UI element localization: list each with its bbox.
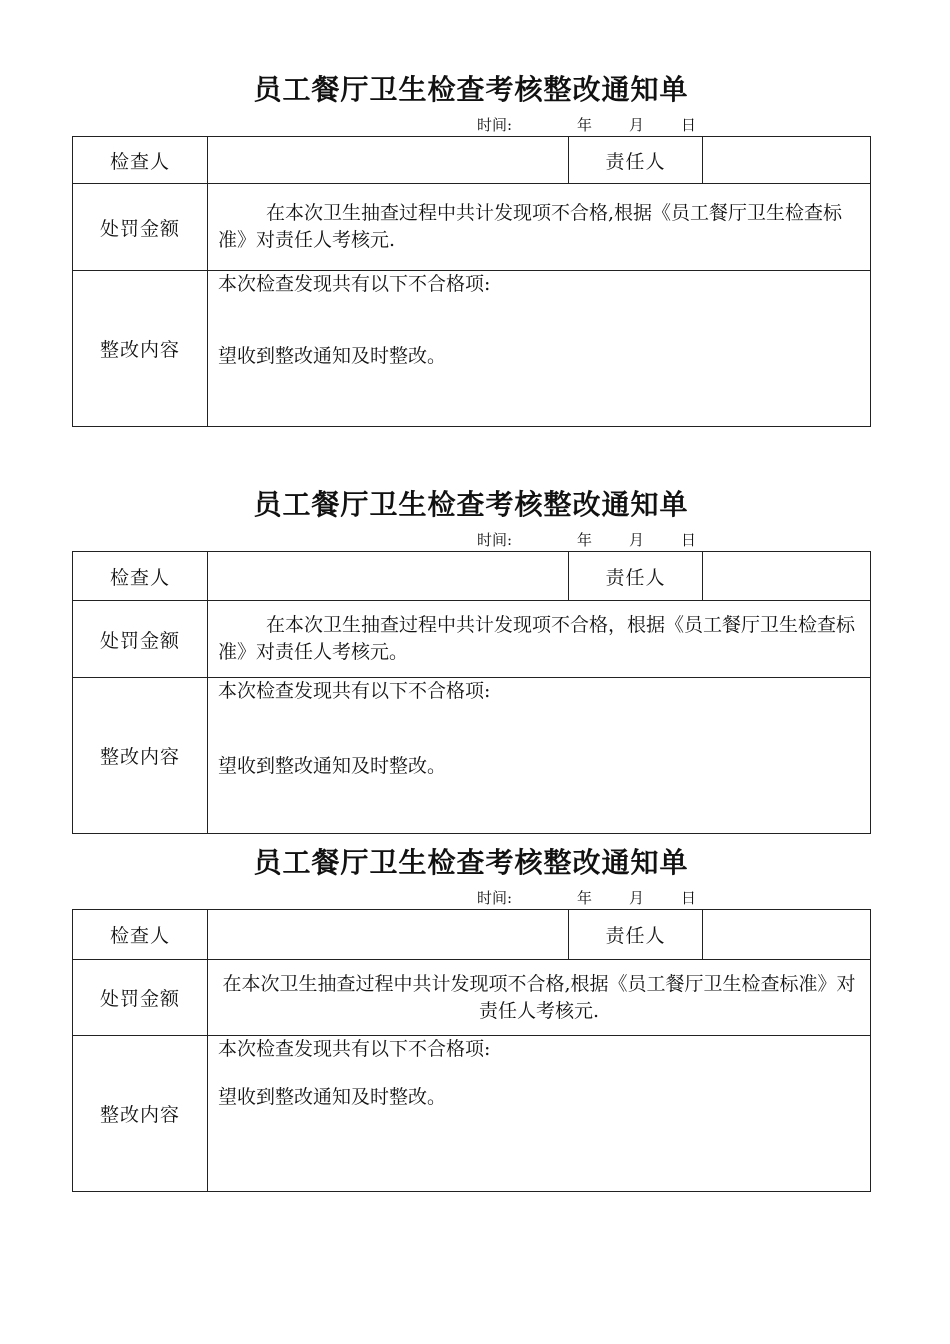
notice-form-3 bbox=[72, 839, 870, 1193]
penalty-text: 在本次卫生抽查过程中共计发现项不合格，根据《员工餐厅卫生检查标准》对责任人考核元。 bbox=[208, 601, 871, 678]
rectification-line-2: 望收到整改通知及时整改。 bbox=[218, 755, 447, 777]
inspector-label: 检查人 bbox=[73, 552, 208, 601]
rectification-content bbox=[208, 1036, 871, 1192]
rectification-content bbox=[208, 271, 871, 427]
responsible-label: 责任人 bbox=[569, 137, 703, 184]
date-label: 时间: bbox=[477, 116, 513, 134]
month-label: 月 bbox=[629, 531, 645, 549]
date-line bbox=[477, 114, 696, 135]
rectification-label: 整改内容 bbox=[73, 678, 208, 834]
year-label: 年 bbox=[577, 889, 593, 907]
rectification-line-1: 本次检查发现共有以下不合格项: bbox=[218, 680, 491, 702]
responsible-field[interactable] bbox=[703, 910, 871, 960]
day-label: 日 bbox=[681, 531, 697, 549]
form-title: 员工餐厅卫生检查考核整改通知单 bbox=[253, 846, 689, 879]
rectification-line-1: 本次检查发现共有以下不合格项: bbox=[218, 273, 491, 295]
year-label: 年 bbox=[577, 531, 593, 549]
penalty-text: 在本次卫生抽查过程中共计发现项不合格,根据《员工餐厅卫生检查标准》对责任人考核元. bbox=[208, 960, 871, 1036]
rectification-line-2: 望收到整改通知及时整改。 bbox=[218, 345, 447, 367]
notice-form-1 bbox=[72, 66, 870, 428]
penalty-label: 处罚金额 bbox=[73, 601, 208, 678]
month-label: 月 bbox=[629, 889, 645, 907]
inspector-field[interactable] bbox=[208, 552, 569, 601]
rectification-label: 整改内容 bbox=[73, 271, 208, 427]
rectification-line-2: 望收到整改通知及时整改。 bbox=[218, 1086, 447, 1108]
inspector-field[interactable] bbox=[208, 910, 569, 960]
responsible-field[interactable] bbox=[703, 552, 871, 601]
day-label: 日 bbox=[681, 889, 697, 907]
penalty-text: 在本次卫生抽查过程中共计发现项不合格,根据《员工餐厅卫生检查标准》对责任人考核元. bbox=[208, 184, 871, 271]
rectification-label: 整改内容 bbox=[73, 1036, 208, 1192]
penalty-label: 处罚金额 bbox=[73, 184, 208, 271]
date-line bbox=[477, 887, 696, 908]
inspector-label: 检查人 bbox=[73, 137, 208, 184]
date-label: 时间: bbox=[477, 889, 513, 907]
date-line bbox=[477, 529, 696, 550]
penalty-label: 处罚金额 bbox=[73, 960, 208, 1036]
notice-table bbox=[72, 136, 871, 427]
notice-table bbox=[72, 909, 871, 1192]
date-label: 时间: bbox=[477, 531, 513, 549]
inspector-label: 检查人 bbox=[73, 910, 208, 960]
form-title: 员工餐厅卫生检查考核整改通知单 bbox=[253, 73, 689, 106]
form-title: 员工餐厅卫生检查考核整改通知单 bbox=[253, 488, 689, 521]
inspector-field[interactable] bbox=[208, 137, 569, 184]
notice-table bbox=[72, 551, 871, 834]
notice-form-2 bbox=[72, 481, 870, 835]
responsible-label: 责任人 bbox=[569, 910, 703, 960]
responsible-label: 责任人 bbox=[569, 552, 703, 601]
rectification-content bbox=[208, 678, 871, 834]
responsible-field[interactable] bbox=[703, 137, 871, 184]
day-label: 日 bbox=[681, 116, 697, 134]
year-label: 年 bbox=[577, 116, 593, 134]
rectification-line-1: 本次检查发现共有以下不合格项: bbox=[218, 1038, 491, 1060]
month-label: 月 bbox=[629, 116, 645, 134]
